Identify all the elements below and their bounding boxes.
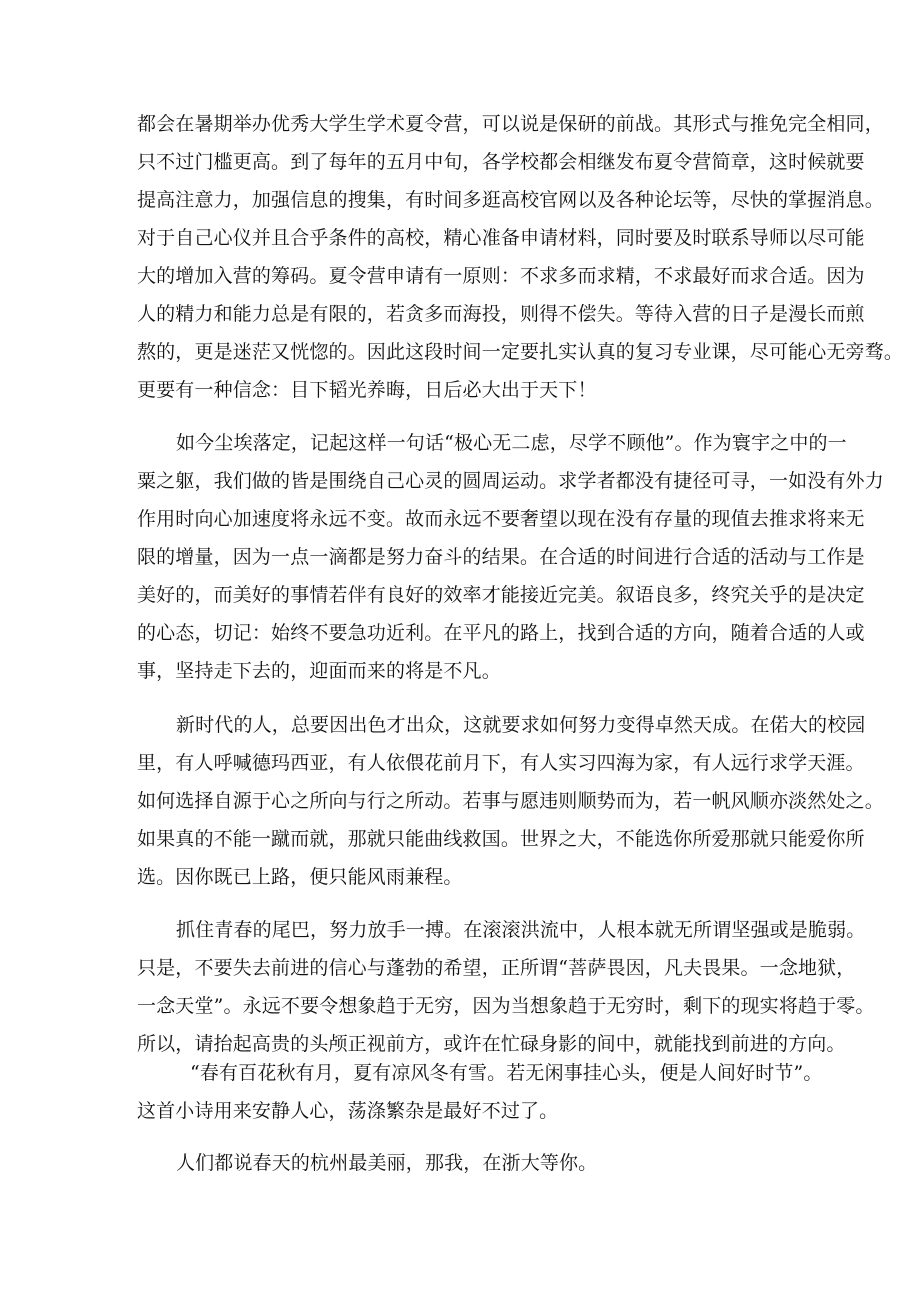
text-line: 只是，不要失去前进的信心与蓬勃的希望，正所谓“菩萨畏因，凡夫畏果。一念地狱，	[137, 957, 856, 979]
text-line: 这首小诗用来安静人心，荡涤繁杂是最好不过了。	[137, 1100, 559, 1122]
text-line: 的心态，切记：始终不要急功近利。在平凡的路上，找到合适的方向，随着合适的人或	[137, 622, 865, 644]
text-line: 更要有一种信念：目下韬光养晦，日后必大出于天下！	[137, 379, 597, 401]
text-line: 美好的，而美好的事情若伴有良好的效率才能接近完美。叙语良多，终究关乎的是决定	[137, 584, 865, 606]
paragraph-first-line: 新时代的人，总要因出色才出众，这就要求如何努力变得卓然天成。在偌大的校园	[176, 714, 866, 736]
paragraph-first-line: 抓住青春的尾巴，努力放手一搏。在滚滚洪流中，人根本就无所谓坚强或是脆弱。	[176, 919, 866, 941]
text-line: 如何选择自源于心之所向与行之所动。若事与愿违则顺势而为，若一帆风顺亦淡然处之。	[137, 790, 884, 812]
text-line: 提高注意力，加强信息的搜集，有时间多逛高校官网以及各种论坛等，尽快的掌握消息。	[137, 189, 884, 211]
poem-quote-line: “春有百花秋有月，夏有凉风冬有雪。若无闲事挂心头，便是人间好时节”。	[190, 1062, 823, 1084]
text-line: 对于自己心仪并且合乎条件的高校，精心准备申请材料，同时要及时联系导师以尽可能	[137, 227, 865, 249]
paragraph-first-line: 如今尘埃落定，记起这样一句话“极心无二虑，尽学不顾他”。作为寰宇之中的一	[176, 432, 847, 454]
text-line: 限的增量，因为一点一滴都是努力奋斗的结果。在合适的时间进行合适的活动与工作是	[137, 546, 865, 568]
text-line: 选。因你既已上路，便只能风雨兼程。	[137, 866, 463, 888]
text-line: 大的增加入营的筹码。夏令营申请有一原则：不求多而求精，不求最好而求合适。因为	[137, 265, 865, 287]
text-line: 如果真的不能一蹴而就，那就只能曲线救国。世界之大，不能选你所爱那就只能爱你所	[137, 828, 865, 850]
text-line: 一念天堂”。永远不要令想象趋于无穷，因为当想象趋于无穷时，剩下的现实将趋于零。	[137, 995, 875, 1017]
text-line: 都会在暑期举办优秀大学生学术夏令营，可以说是保研的前战。其形式与推免完全相同，	[137, 113, 884, 135]
text-line: 只不过门槛更高。到了每年的五月中旬，各学校都会相继发布夏令营简章，这时候就要	[137, 151, 865, 173]
text-line: 里，有人呼喊德玛西亚，有人依偎花前月下，有人实习四海为家，有人远行求学天涯。	[137, 752, 865, 774]
text-line: 作用时向心加速度将永远不变。故而永远不要奢望以现在没有存量的现值去推求将来无	[137, 508, 865, 530]
text-line: 熬的，更是迷茫又恍惚的。因此这段时间一定要扎实认真的复习专业课，尽可能心无旁骛。	[137, 341, 904, 363]
closing-line: 人们都说春天的杭州最美丽，那我，在浙大等你。	[176, 1152, 598, 1174]
text-line: 人的精力和能力总是有限的，若贪多而海投，则得不偿失。等待入营的日子是漫长而煎	[137, 303, 865, 325]
text-line: 事，坚持走下去的，迎面而来的将是不凡。	[137, 660, 501, 682]
text-line: 所以，请抬起高贵的头颅正视前方，或许在忙碌身影的间中，就能找到前进的方向。	[137, 1033, 846, 1055]
text-line: 粟之躯，我们做的皆是围绕自己心灵的圆周运动。求学者都没有捷径可寻，一如没有外力	[137, 470, 884, 492]
